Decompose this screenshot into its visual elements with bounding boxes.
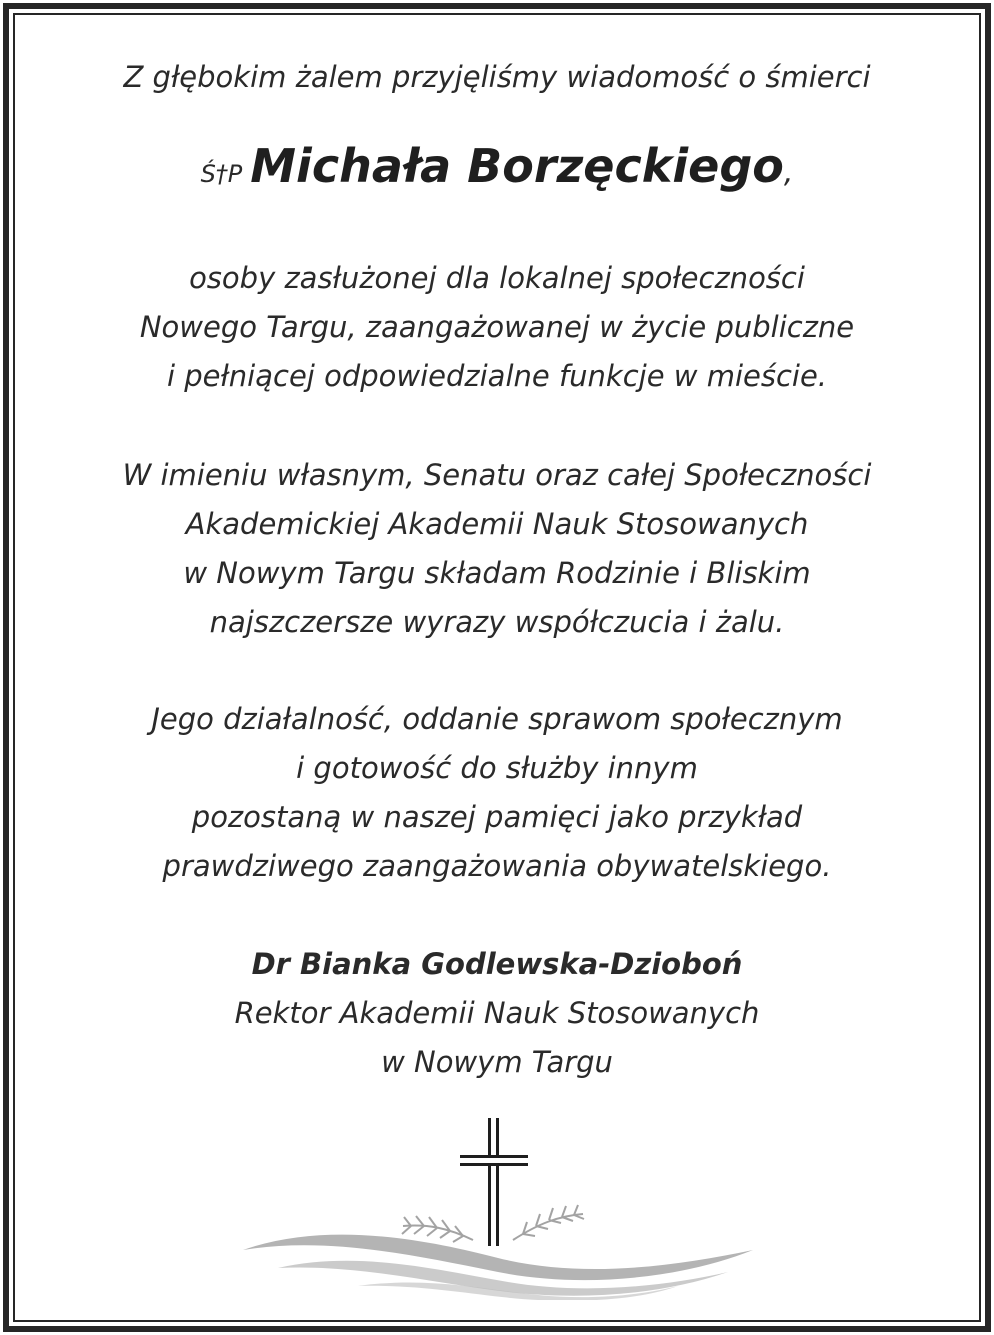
paragraph-condolences: [13, 451, 981, 647]
paragraph-line: pozostaną w naszej pamięci jako przykład: [191, 800, 803, 834]
signer-title: Rektor Akademii Nauk Stosowanych: [234, 996, 760, 1030]
paragraph-line: Nowego Targu, zaangażowanej w życie publiczne: [139, 310, 855, 344]
paragraph-line: Akademickiej Akademii Nauk Stosowanych: [185, 507, 809, 541]
paragraph-line: osoby zasłużonej dla lokalnej społeczności: [189, 261, 805, 295]
paragraph-line: W imieniu własnym, Senatu oraz całej Społeczności: [122, 458, 872, 492]
signature-block: [13, 940, 981, 1087]
cross-icon: [460, 1118, 528, 1246]
paragraph-line: i pełniącej odpowiedzialne funkcje w mieście.: [166, 359, 828, 393]
left-palm-branch-icon: [402, 1216, 473, 1242]
deceased-name-row: [13, 139, 981, 193]
right-palm-branch-icon: [513, 1205, 584, 1240]
deceased-name: Michała Borzęckiego: [250, 139, 784, 193]
intro-line: Z głębokim żalem przyjęliśmy wiadomość o śmierci: [123, 60, 871, 94]
paragraph-line: najszczersze wyrazy współczucia i żalu.: [209, 605, 785, 639]
paragraph-description: [13, 254, 981, 401]
paragraph-line: i gotowość do służby innym: [296, 751, 698, 785]
signer-title-location: w Nowym Targu: [381, 1045, 613, 1079]
name-comma: ,: [783, 155, 794, 190]
intro-section: [13, 53, 981, 102]
paragraph-line: w Nowym Targu składam Rodzinie i Bliskim: [183, 556, 811, 590]
signer-name: Dr Bianka Godlewska-Dzioboń: [251, 947, 743, 981]
paragraph-line: Jego działalność, oddanie sprawom społecznym: [151, 702, 843, 736]
stp-prefix: Ś†P: [200, 160, 243, 188]
paragraph-remembrance: [13, 695, 981, 891]
cross-with-palm-branches-icon: [238, 1100, 758, 1300]
paragraph-line: prawdziwego zaangażowania obywatelskiego.: [162, 849, 832, 883]
